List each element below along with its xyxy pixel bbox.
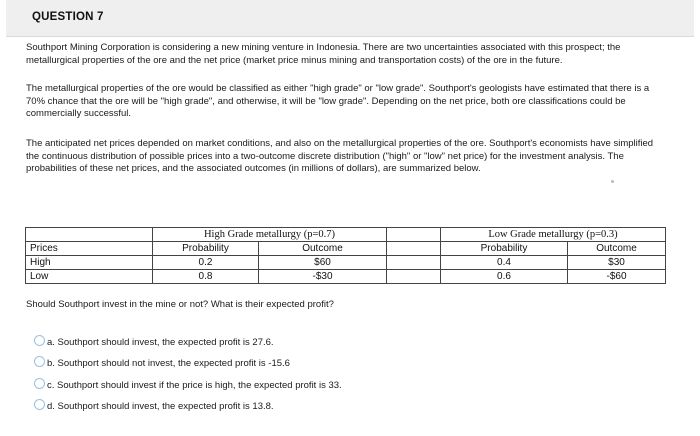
answer-option-label: b. Southport should not invest, the expected profit is -15.6 — [47, 358, 290, 369]
radio-button[interactable] — [34, 378, 45, 389]
answer-option-c[interactable] — [34, 378, 342, 392]
question-header — [6, 0, 694, 37]
question-paragraph-1: Southport Mining Corporation is considering a new mining venture in Indonesia. There are two uncertainties associated with this prospect; the metallurgical properties of the ore and the net price (market price minus mining and transportation costs) of the ore in the future. — [26, 42, 621, 66]
high-probability-cell: 0.8 — [153, 270, 259, 284]
question-prompt: Should Southport invest in the mine or not? What is their expected profit? — [26, 299, 334, 310]
low-probability-cell: 0.6 — [441, 270, 568, 284]
radio-button[interactable] — [34, 399, 45, 410]
answer-option-label: a. Southport should invest, the expected profit is 27.6. — [47, 337, 274, 348]
radio-button[interactable] — [34, 356, 45, 367]
low-grade-header: Low Grade metallurgy (p=0.3) — [441, 228, 666, 242]
answer-option-d[interactable] — [34, 399, 274, 413]
stray-dot — [611, 180, 614, 183]
high-probability-header: Probability — [153, 242, 259, 256]
answer-option-label: c. Southport should invest if the price is high, the expected profit is 33. — [47, 380, 342, 391]
low-outcome-cell: -$60 — [568, 270, 666, 284]
table-spacer-cell — [387, 242, 441, 256]
high-outcome-cell: -$30 — [259, 270, 387, 284]
question-paragraph-3: The anticipated net prices depended on market conditions, and also on the metallurgical properties of the ore. Southport's economists have simplified the continuous distribution of possible prices into a two-outcome discrete distribution ("high" or "low" net price) for the investment analysis. The probabilities of these net prices, and the associated outcomes (in millions of dollars), are summarized below. — [26, 138, 654, 174]
answer-option-b[interactable] — [34, 356, 290, 370]
table-row — [26, 270, 666, 284]
low-outcome-header: Outcome — [568, 242, 666, 256]
high-grade-header: High Grade metallurgy (p=0.7) — [153, 228, 387, 242]
low-probability-header: Probability — [441, 242, 568, 256]
table-corner-cell — [26, 228, 153, 242]
question-paragraph-2: The metallurgical properties of the ore would be classified as either "high grade" or "low grade". Southport's geologists have estimated that there is a 70% chance that the ore will be "high grade", and otherwise, it will be "low grade". Depending on the net price, both ore classifications could be commercially successful. — [26, 83, 650, 119]
row-label: High — [26, 256, 153, 270]
price-outcome-table — [25, 227, 666, 284]
table-spacer-cell — [387, 228, 441, 242]
table-group-header-row — [26, 228, 666, 242]
table-spacer-cell — [387, 270, 441, 284]
high-outcome-header: Outcome — [259, 242, 387, 256]
low-probability-cell: 0.4 — [441, 256, 568, 270]
prices-label: Prices — [26, 242, 153, 256]
table-spacer-cell — [387, 256, 441, 270]
table-row — [26, 256, 666, 270]
radio-button[interactable] — [34, 335, 45, 346]
question-title: QUESTION 7 — [32, 11, 104, 23]
table-column-header-row — [26, 242, 666, 256]
high-outcome-cell: $60 — [259, 256, 387, 270]
row-label: Low — [26, 270, 153, 284]
high-probability-cell: 0.2 — [153, 256, 259, 270]
answer-option-a[interactable] — [34, 335, 274, 349]
low-outcome-cell: $30 — [568, 256, 666, 270]
answer-option-label: d. Southport should invest, the expected profit is 13.8. — [47, 401, 274, 412]
